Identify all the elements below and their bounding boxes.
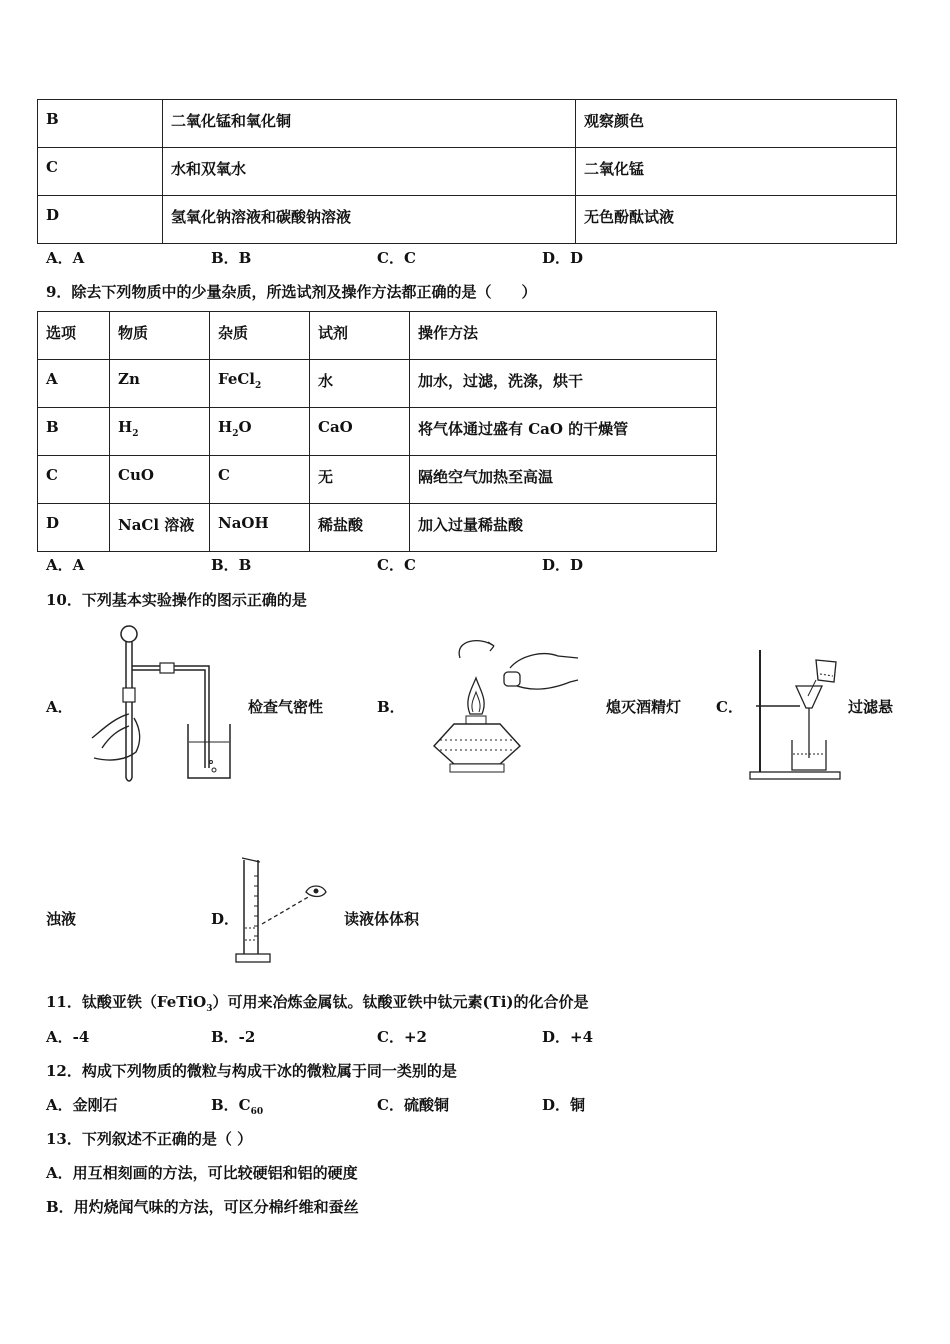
table-cell: 水和双氧水 xyxy=(163,148,576,196)
table-cell: 水 xyxy=(310,360,410,408)
table-cell: C xyxy=(38,148,163,196)
table-cell: C xyxy=(38,456,110,504)
table-cell: Zn xyxy=(110,360,210,408)
q10-d-label: 读液体体积 xyxy=(344,910,420,928)
table-cell: NaCl 溶液 xyxy=(110,504,210,552)
q9-option-d[interactable]: D．D xyxy=(542,556,584,574)
table-cell: 氢氧化钠溶液和碳酸钠溶液 xyxy=(163,196,576,244)
table-cell: B xyxy=(38,100,163,148)
formula-tail: O xyxy=(238,418,252,436)
q10-option-b[interactable]: B． xyxy=(377,698,405,716)
q13-option-a[interactable]: A．用互相刻画的方法，可比较硬铝和铝的硬度 xyxy=(46,1164,358,1182)
formula-main: FeCl xyxy=(218,370,256,388)
table-row xyxy=(38,456,717,504)
q11-option-c[interactable]: C．+2 xyxy=(377,1028,427,1046)
q9-option-c[interactable]: C．C xyxy=(377,556,416,574)
table-cell: 观察颜色 xyxy=(576,100,897,148)
q8-option-d[interactable]: D．D xyxy=(542,249,584,267)
table-header: 选项 xyxy=(38,312,110,360)
q11-stem-text: 11．钛酸亚铁（FeTiO xyxy=(46,993,207,1011)
table-cell: 稀盐酸 xyxy=(310,504,410,552)
table-cell: CaO xyxy=(310,408,410,456)
q9-table xyxy=(37,311,717,552)
q10-a-label: 检查气密性 xyxy=(248,698,324,716)
table-cell: 二氧化锰 xyxy=(576,148,897,196)
table-cell: 加入过量稀盐酸 xyxy=(410,504,717,552)
table-cell xyxy=(210,360,310,408)
graduated-cylinder-reading-figure xyxy=(234,856,334,968)
q11-option-d[interactable]: D．+4 xyxy=(542,1028,594,1046)
table-row xyxy=(38,504,717,552)
q12-option-b-text: B．C xyxy=(211,1096,251,1114)
table-cell: B xyxy=(38,408,110,456)
table-cell: 二氧化锰和氧化铜 xyxy=(163,100,576,148)
table-cell xyxy=(110,408,210,456)
q8-option-a[interactable]: A．A xyxy=(46,249,85,267)
table-row xyxy=(38,360,717,408)
table-cell: 隔绝空气加热至高温 xyxy=(410,456,717,504)
table-cell: CuO xyxy=(110,456,210,504)
q13-stem: 13．下列叙述不正确的是（ ） xyxy=(46,1130,253,1148)
q11-option-a[interactable]: A．-4 xyxy=(46,1028,90,1046)
table-header: 物质 xyxy=(110,312,210,360)
q12-option-c[interactable]: C．硫酸铜 xyxy=(377,1096,449,1114)
q9-stem: 9．除去下列物质中的少量杂质，所选试剂及操作方法都正确的是（ ） xyxy=(46,283,537,301)
q10-option-d[interactable]: D． xyxy=(211,910,240,928)
table-cell: 无色酚酞试液 xyxy=(576,196,897,244)
airtightness-check-figure xyxy=(74,618,244,786)
table-cell: NaOH xyxy=(210,504,310,552)
q11-option-b[interactable]: B．-2 xyxy=(211,1028,256,1046)
formula-subscript: 2 xyxy=(132,429,139,439)
filtration-figure xyxy=(746,646,846,782)
q10-c-label: 过滤悬 xyxy=(848,698,894,716)
q8-option-b[interactable]: B．B xyxy=(211,249,252,267)
formula-subscript: 2 xyxy=(232,429,239,439)
q9-option-a[interactable]: A．A xyxy=(46,556,85,574)
formula-main: H xyxy=(118,418,133,436)
table-cell xyxy=(210,408,310,456)
q12-option-b[interactable] xyxy=(211,1094,263,1117)
table-header: 杂质 xyxy=(210,312,310,360)
q13-option-b[interactable]: B．用灼烧闻气味的方法，可区分棉纤维和蚕丝 xyxy=(46,1198,359,1216)
extinguish-alcohol-lamp-figure xyxy=(420,636,580,776)
q8-table xyxy=(37,99,897,244)
q12-stem: 12．构成下列物质的微粒与构成干冰的微粒属于同一类别的是 xyxy=(46,1062,457,1080)
table-cell: A xyxy=(38,360,110,408)
table-cell: 无 xyxy=(310,456,410,504)
q11-stem xyxy=(46,991,589,1014)
formula-subscript: 2 xyxy=(255,381,262,391)
q10-stem: 10．下列基本实验操作的图示正确的是 xyxy=(46,591,307,609)
table-cell: D xyxy=(38,504,110,552)
formula-subscript: 3 xyxy=(206,1004,213,1014)
q12-option-a[interactable]: A．金刚石 xyxy=(46,1096,118,1114)
q10-option-c[interactable]: C． xyxy=(716,698,743,716)
q12-option-d[interactable]: D．铜 xyxy=(542,1096,586,1114)
q10-b-label: 熄灭酒精灯 xyxy=(606,698,682,716)
table-header: 操作方法 xyxy=(410,312,717,360)
table-cell: 将气体通过盛有 CaO 的干燥管 xyxy=(410,408,717,456)
table-cell: 加水，过滤，洗涤，烘干 xyxy=(410,360,717,408)
formula-subscript: 60 xyxy=(250,1107,264,1117)
table-cell: D xyxy=(38,196,163,244)
q10-c-label-continued: 浊液 xyxy=(46,910,77,928)
q9-option-b[interactable]: B．B xyxy=(211,556,252,574)
formula-main: H xyxy=(218,418,233,436)
q11-stem-text-end: ）可用来冶炼金属钛。钛酸亚铁中钛元素(Ti)的化合价是 xyxy=(212,993,589,1011)
table-cell: C xyxy=(210,456,310,504)
table-row xyxy=(38,408,717,456)
table-header: 试剂 xyxy=(310,312,410,360)
q8-option-c[interactable]: C．C xyxy=(377,249,416,267)
q10-option-a[interactable]: A． xyxy=(46,698,73,716)
